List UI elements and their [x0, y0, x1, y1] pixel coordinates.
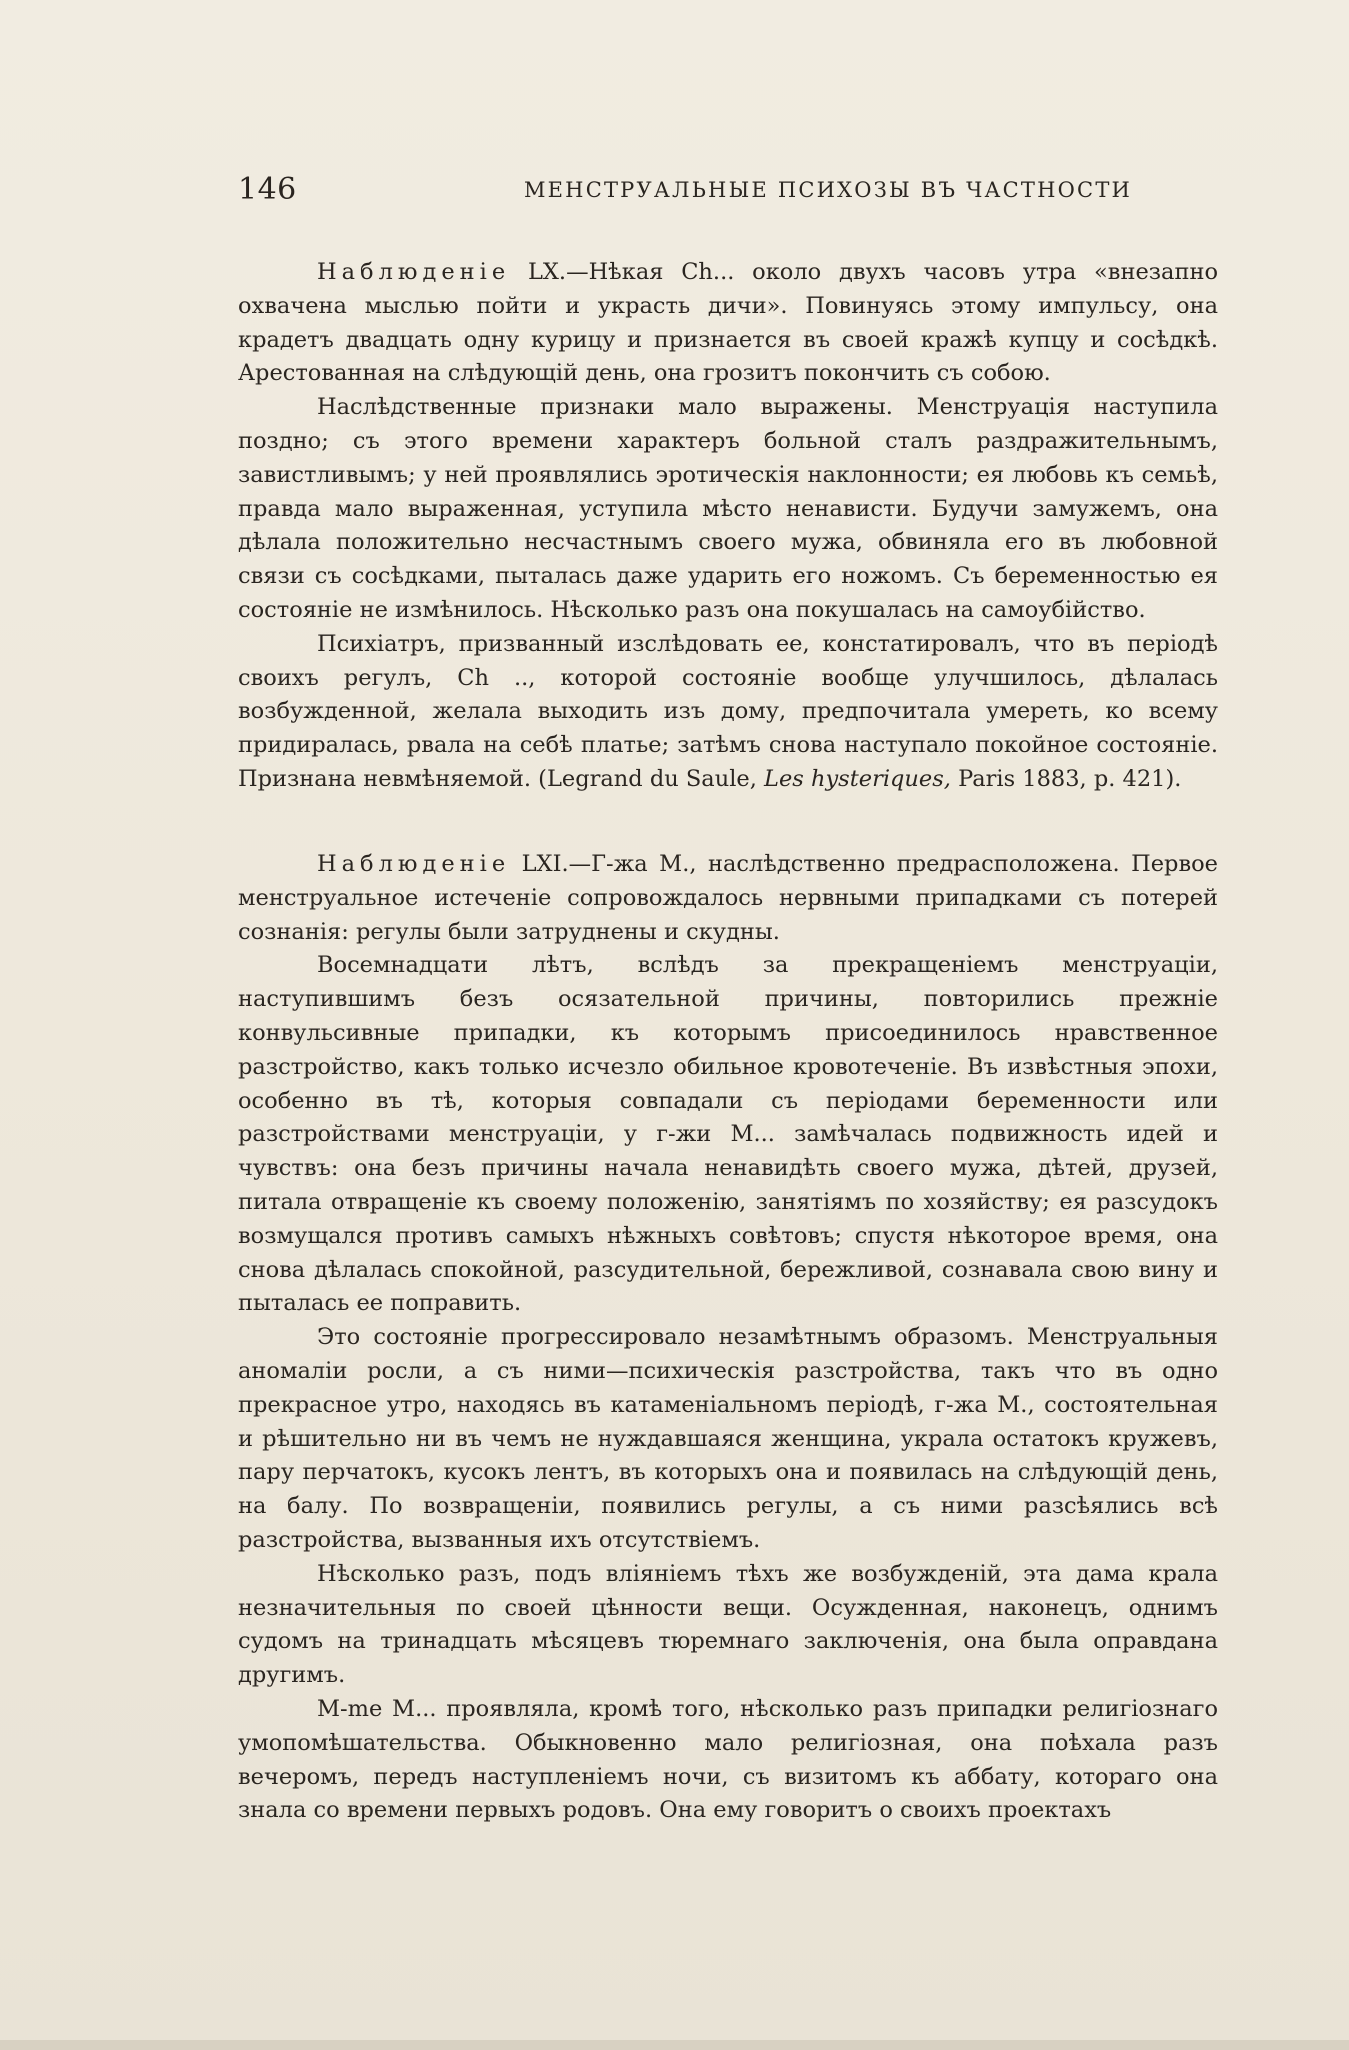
- paragraph-text: LX.—Нѣкая Ch... около двухъ часовъ утра «внезапно охвачена мыслью пойти и украсть дичи». Повинуясь этому импульсу, она крадетъ двадцать одну курицу и признается въ своей кражѣ купцу и сосѣдкѣ. Арестованная на слѣдующій день, она грозитъ покончить съ собою.: [238, 259, 1218, 387]
- observation-heading: Наблюденіе: [317, 851, 511, 877]
- paragraph: Нѣсколько разъ, подъ вліяніемъ тѣхъ же возбужденій, эта дама крала незначительныя по своей цѣнности вещи. Осужденная, наконецъ, однимъ судомъ на тринадцать мѣсяцевъ тюремнаго заключенія, она была оправдана другимъ.: [238, 1560, 1218, 1689]
- running-title: МЕНСТРУАЛЬНЫЕ ПСИХОЗЫ ВЪ ЧАСТНОСТИ: [523, 178, 1133, 202]
- page-number: 146: [238, 172, 297, 207]
- paragraph-text: LXI.—Г-жа М., наслѣдственно предрасположена. Первое менструальное истеченіе сопровождалось нервными припадками съ потерей сознанія: регулы были затруднены и скудны.: [238, 851, 1218, 945]
- observation-61: [238, 848, 1218, 1828]
- scan-edge: [0, 2040, 1349, 2050]
- observation-heading: Наблюденіе: [317, 259, 511, 285]
- paragraph: [238, 628, 1218, 797]
- paragraph: M-me M... проявляла, кромѣ того, нѣсколько разъ припадки религіознаго умопомѣшательства. Обыкновенно мало религіозная, она поѣхала разъ вечеромъ, передъ наступленіемъ ночи, съ визитомъ къ аббату, котораго она знала со времени первыхъ родовъ. Она ему говоритъ о своихъ проектахъ: [238, 1695, 1218, 1824]
- paragraph: [238, 848, 1218, 949]
- paragraph: Восемнадцати лѣтъ, вслѣдъ за прекращеніемъ менструаціи, наступившимъ безъ осязательной причины, повторились прежніе конвульсивные припадки, къ которымъ присоединилось нравственное разстройство, какъ только исчезло обильное кровотеченіе. Въ извѣстныя эпохи, особенно въ тѣ, которыя совпадали съ періодами беременности или разстройствами менструаціи, у г-жи М... замѣчалась подвижность идей и чувствъ: она безъ причины начала ненавидѣть своего мужа, дѣтей, друзей, питала отвращеніе къ своему положенію, занятіямъ по хозяйству; ея разсудокъ возмущался противъ самыхъ нѣжныхъ совѣтовъ; спустя нѣкоторое время, она снова дѣлалась спокойной, разсудительной, бережливой, сознавала свою вину и пыталась ее поправить.: [238, 952, 1218, 1317]
- page-header: [238, 172, 1218, 212]
- book-title-citation: Les hysteriques,: [764, 765, 951, 792]
- paragraph: [238, 256, 1218, 391]
- paragraph: Это состояніе прогрессировало незамѣтнымъ образомъ. Менструальныя аномаліи росли, а съ ними—психическія разстройства, такъ что въ одно прекрасное утро, находясь въ катаменіальномъ періодѣ, г-жа М., состоятельная и рѣшительно ни въ чемъ не нуждавшаяся женщина, украла остатокъ кружевъ, пару перчатокъ, кусокъ лентъ, въ которыхъ она и появилась на слѣдующій день, на балу. По возвращеніи, появились регулы, а съ ними разсѣялись всѣ разстройства, вызванныя ихъ отсутствіемъ.: [238, 1324, 1218, 1553]
- paragraph-text: Paris 1883, p. 421).: [950, 765, 1182, 792]
- paragraph: Наслѣдственные признаки мало выражены. Менструація наступила поздно; съ этого времени характеръ больной сталъ раздражительнымъ, завистливымъ; у ней проявлялись эротическія наклонности; ея любовь къ семьѣ, правда мало выраженная, уступила мѣсто ненависти. Будучи замужемъ, она дѣлала положительно несчастнымъ своего мужа, обвиняла его въ любовной связи съ сосѣдками, пыталась даже ударить его ножомъ. Съ беременностью ея состояніе не измѣнилось. Нѣсколько разъ она покушалась на самоубійство.: [238, 394, 1218, 623]
- observation-60: [238, 256, 1218, 797]
- paragraph-text: Психіатръ, призванный изслѣдовать ее, констатировалъ, что въ періодѣ своихъ регулъ, Ch .., которой состояніе вообще улучшилось, дѣлалась возбужденной, желала выходить изъ дому, предпочитала умереть, ко всему придиралась, рвала на себѣ платье; затѣмъ снова наступало покойное состояніе. Признана невмѣняемой. (Legrand du Saule,: [238, 630, 1218, 792]
